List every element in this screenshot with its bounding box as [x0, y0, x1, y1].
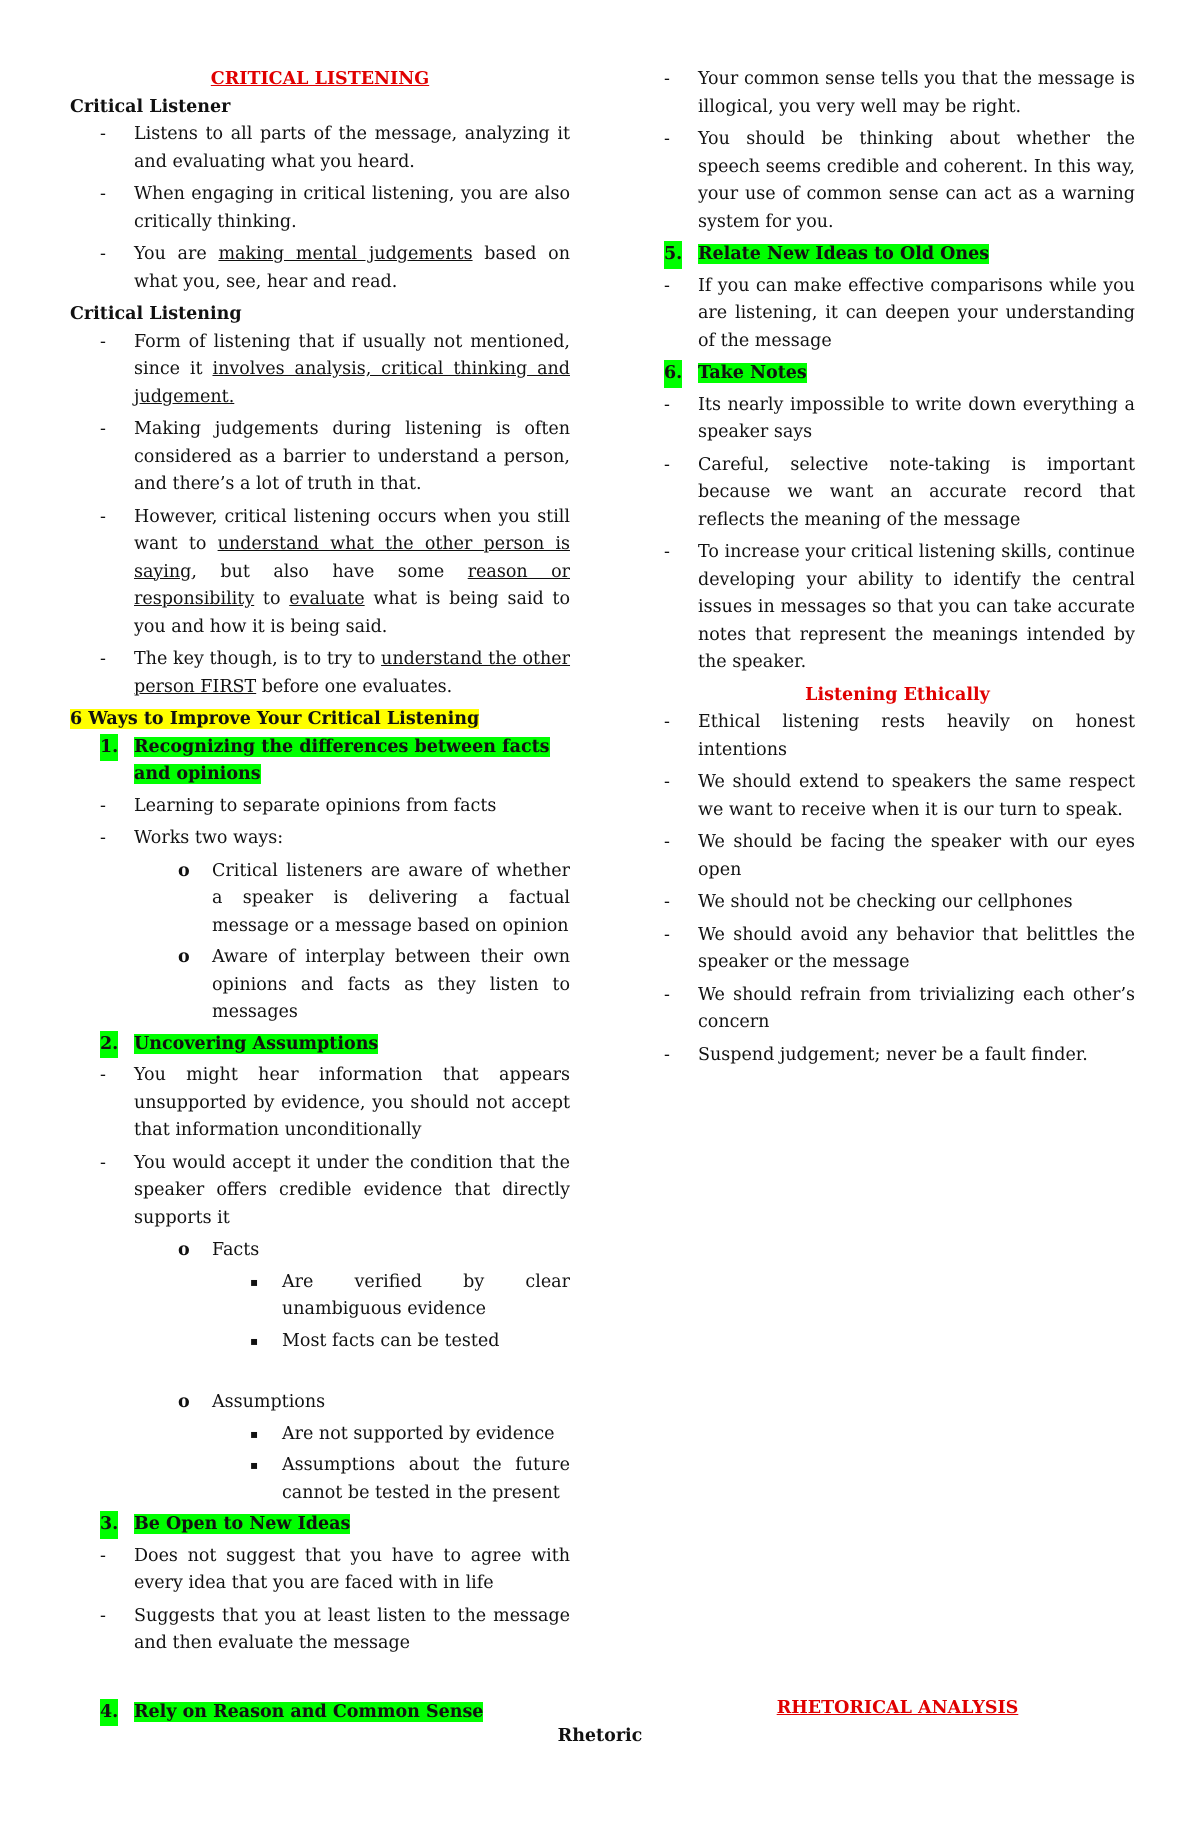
facts-label: o Facts — [178, 1240, 260, 1260]
list-item: - Does not suggest that you have to agree with every idea that you are faced with in life — [100, 1545, 570, 1593]
list-item: - We should be facing the speaker with our eyes open — [664, 832, 1135, 880]
listening-ethically-heading: Listening Ethically — [805, 684, 990, 705]
list-item: - Works two ways: — [100, 828, 284, 848]
sub-sub-list-item: ▪ Assumptions about the future cannot be tested in the present — [250, 1455, 570, 1503]
list-item: - You should be thinking about whether the speech seems credible and coherent. In this way, your use of common sense can act as a warning system for you. — [664, 129, 1135, 232]
list-item: - We should not be checking our cellphones — [664, 892, 1073, 912]
list-item: - You would accept it under the condition that the speaker offers credible evidence that directly supports it — [100, 1152, 570, 1228]
list-item: - If you can make effective comparisons while you are listening, it can deepen your understanding of the message — [664, 275, 1135, 351]
right-column — [660, 66, 1135, 1074]
list-item: - Learning to separate opinions from facts — [100, 795, 497, 816]
list-item: - To increase your critical listening skills, continue developing your ability to identify the central issues in messages so that you can take accurate notes that represent the meanings intended by the speaker. — [664, 542, 1135, 672]
list-item: - Ethical listening rests heavily on honest intentions — [664, 712, 1135, 760]
assumptions-label: o Assumptions — [178, 1392, 326, 1412]
way-5-heading: 5. Relate New Ideas to Old Ones — [660, 241, 1135, 269]
list-item: - Your common sense tells you that the message is illogical, you very well may be right. — [664, 69, 1135, 117]
page-title: CRITICAL LISTENING — [210, 69, 430, 89]
sub-sub-list-item: ▪ Are verified by clear unambiguous evidence — [250, 1271, 570, 1319]
rhetoric-heading: Rhetoric — [557, 1726, 643, 1746]
way-6-heading: 6. Take Notes — [660, 360, 1135, 388]
list-item: - Suspend judgement; never be a fault finder. — [664, 1044, 1088, 1065]
sub-list-item: o Aware of interplay between their own opinions and facts as they listen to messages — [178, 947, 570, 1022]
list-item: - Suggests that you at least listen to the message and then evaluate the message — [100, 1605, 570, 1653]
rhetorical-analysis-title: RHETORICAL ANALYSIS — [776, 1698, 1019, 1718]
list-item: - Careful, selective note-taking is important because we want an accurate record that reflects the meaning of the message — [664, 454, 1135, 530]
list-item: - The key though, is to try to understand the other person FIRST before one evaluates. — [100, 649, 571, 697]
list-item: - When engaging in critical listening, you are also critically thinking. — [100, 184, 570, 232]
critical-listening-heading: Critical Listening — [70, 304, 242, 324]
list-item: - However, critical listening occurs when you still want to understand what the other person is saying, but also have some reason or responsibility to evaluate what is being said to you and how it is being said. — [100, 506, 570, 637]
list-item: - Form of listening that if usually not mentioned, since it involves analysis, critical thinking and judgement. — [100, 331, 570, 407]
list-item: - Listens to all parts of the message, analyzing it and evaluating what you heard. — [100, 124, 570, 172]
way-4-heading: 4. Rely on Reason and Common Sense — [70, 1699, 570, 1727]
list-item: - You are making mental judgements based on what you, see, hear and read. — [100, 244, 570, 292]
critical-listener-heading: Critical Listener — [70, 96, 231, 117]
ways-heading: 6 Ways to Improve Your Critical Listening — [70, 709, 480, 729]
way-1-heading: 1. Recognizing the differences between facts and opinions — [70, 734, 570, 789]
way-3-heading: 3. Be Open to New Ideas — [70, 1511, 570, 1539]
list-item: - We should extend to speakers the same respect we want to receive when it is our turn to speak. — [664, 772, 1135, 820]
list-item: - We should avoid any behavior that belittles the speaker or the message — [664, 924, 1135, 972]
sub-list-item: o Critical listeners are aware of whether a speaker is delivering a factual message or a message based on opinion — [178, 860, 570, 936]
list-item: - Making judgements during listening is often considered as a barrier to understand a person, and there’s a lot of truth in that. — [100, 419, 570, 494]
sub-sub-list-item: ▪ Are not supported by evidence — [250, 1423, 555, 1444]
list-item: - We should refrain from trivializing each other’s concern — [664, 984, 1135, 1032]
list-item: - You might hear information that appears unsupported by evidence, you should not accept that information unconditionally — [100, 1065, 570, 1140]
sub-sub-list-item: ▪ Most facts can be tested — [250, 1330, 500, 1351]
way-2-heading: 2. Uncovering Assumptions — [70, 1031, 570, 1059]
left-column — [70, 66, 570, 1730]
list-item: - Its nearly impossible to write down everything a speaker says — [664, 394, 1135, 442]
